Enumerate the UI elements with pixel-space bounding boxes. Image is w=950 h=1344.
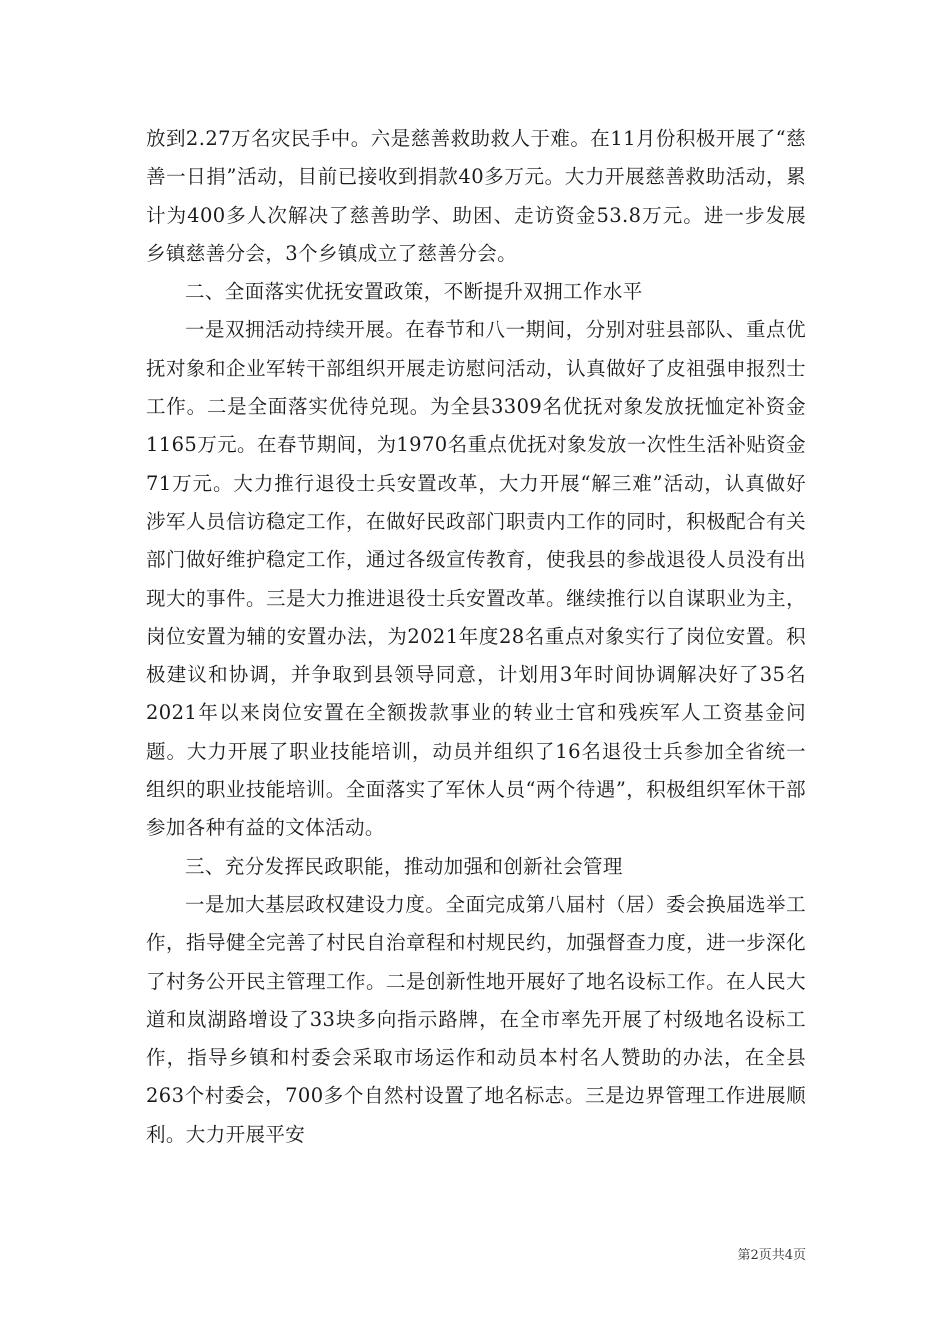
- paragraph-double-support: 一是双拥活动持续开展。在春节和八一期间，分别对驻县部队、重点优抚对象和企业军转干部组织开展走访慰问活动，认真做好了皮祖强申报烈士工作。二是全面落实优待兑现。为全县3309名优抚对象发放抚恤定补资金1165万元。在春节期间，为1970名重点优抚对象发放一次性生活补贴资金71万元。大力推行退役士兵安置改革，大力开展“解三难”活动，认真做好涉军人员信访稳定工作，在做好民政部门职责内工作的同时，积极配合有关部门做好维护稳定工作，通过各级宣传教育，使我县的参战退役人员没有出现大的事件。三是大力推进退役士兵安置改革。继续推行以自谋职业为主，岗位安置为辅的安置办法，为2021年度28名重点对象实行了岗位安置。积极建议和协调，并争取到县领导同意，计划用3年时间协调解决好了35名2021年以来岗位安置在全额拨款事业的转业士官和残疾军人工资基金问题。大力开展了职业技能培训，动员并组织了16名退役士兵参加全省统一组织的职业技能培训。全面落实了军休人员“两个待遇”，积极组织军休干部参加各种有益的文体活动。: [146, 318, 806, 840]
- section-heading-preferential-care: 二、全面落实优抚安置政策，不断提升双拥工作水平: [185, 280, 643, 304]
- section-heading-social-management: 三、充分发挥民政职能，推动加强和创新社会管理: [185, 854, 623, 878]
- paragraph-grassroots-governance: 一是加大基层政权建设力度。全面完成第八届村（居）委会换届选举工作，指导健全完善了村民自治章程和村规民约，加强督查力度，进一步深化了村务公开民主管理工作。二是创新性地开展好了地名设标工作。在人民大道和岚湖路增设了33块多向指示路牌，在全市率先开展了村级地名设标工作，指导乡镇和村委会采取市场运作和动员本村名人赞助的办法，在全县263个村委会，700多个自然村设置了地名标志。三是边界管理工作进展顺利。大力开展平安: [146, 892, 806, 1146]
- paragraph-charity-relief: 放到2.27万名灾民手中。六是慈善救助救人于难。在11月份积极开展了“慈善一日捐”活动，目前已接收到捐款40多万元。大力开展慈善救助活动，累计为400多人次解决了慈善助学、助困、走访资金53.8万元。进一步发展乡镇慈善分会，3个乡镇成立了慈善分会。: [146, 127, 806, 265]
- document-body: [146, 120, 806, 1154]
- page-number: 第2页共4页: [737, 1248, 806, 1263]
